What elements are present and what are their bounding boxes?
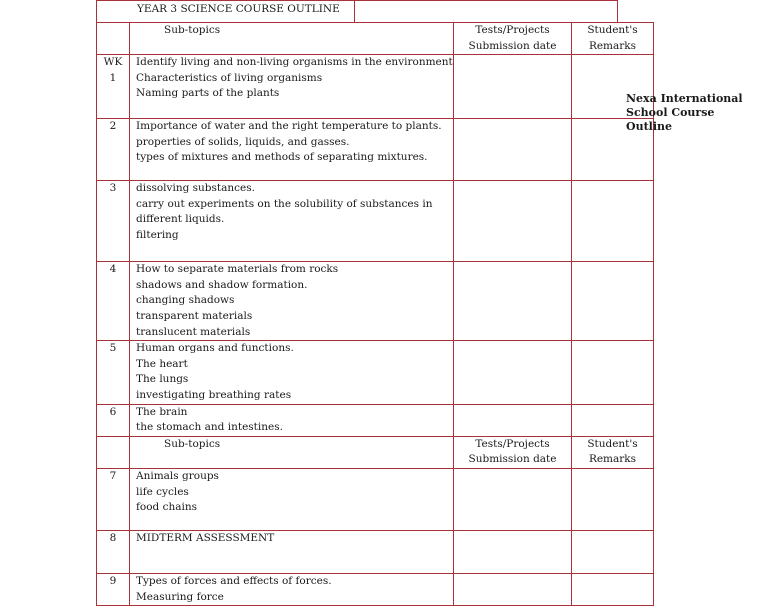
- table-header-row: [97, 23, 654, 55]
- title-side-cell: [354, 0, 618, 23]
- subtopic-line: transparent materials: [136, 309, 253, 322]
- week-number-cell: [97, 341, 130, 404]
- header-wk-cell: [97, 23, 130, 55]
- header-tests-cell: [454, 23, 572, 55]
- remarks-cell: [572, 468, 654, 530]
- header-tests-line1: Tests/Projects: [475, 24, 550, 36]
- week-number: 8: [109, 531, 117, 544]
- week-number: 6: [109, 405, 117, 418]
- subtopic-line: Measuring force: [136, 590, 224, 603]
- week-row: [97, 404, 654, 436]
- subtopic-line: shadows and shadow formation.: [136, 278, 308, 291]
- subtopic-line: carry out experiments on the solubility of substances in different liquids.: [136, 197, 433, 226]
- table-header-row: [97, 436, 654, 468]
- subtopic-line: Types of forces and effects of forces.: [136, 574, 332, 587]
- subtopics-cell: [130, 468, 454, 530]
- subtopic-line: How to separate materials from rocks: [136, 263, 339, 276]
- header-remarks-cell: [572, 436, 654, 468]
- subtopics-cell: [130, 262, 454, 341]
- header-tests-cell: [454, 436, 572, 468]
- week-row: [97, 181, 654, 262]
- week-number: 7: [109, 469, 117, 482]
- header-remarks-line1: Student's: [587, 24, 638, 36]
- week-number-cell: [97, 530, 130, 573]
- week-row: [97, 55, 654, 119]
- tests-cell: [454, 468, 572, 530]
- week-number-cell: [97, 119, 130, 181]
- subtopic-line: dissolving substances.: [136, 182, 255, 195]
- week-row: [97, 530, 654, 573]
- tests-cell: [454, 55, 572, 119]
- course-title: YEAR 3 SCIENCE COURSE OUTLINE: [137, 3, 340, 15]
- subtopic-line: filtering: [136, 228, 179, 241]
- subtopic-line: Characteristics of living organisms: [136, 71, 323, 84]
- subtopic-line: life cycles: [136, 485, 189, 498]
- subtopic-line: Naming parts of the plants: [136, 87, 280, 100]
- week-label: WK: [103, 56, 123, 69]
- remarks-cell: [572, 530, 654, 573]
- subtopics-cell: [130, 119, 454, 181]
- subtopic-line: translucent materials: [136, 325, 251, 338]
- subtopic-line: properties of solids, liquids, and gasses.: [136, 135, 350, 148]
- header-subtopics: Sub-topics: [164, 24, 221, 36]
- course-outline-table: [96, 22, 654, 606]
- tests-cell: [454, 119, 572, 181]
- tests-cell: [454, 404, 572, 436]
- header-remarks-line2: Remarks: [588, 453, 637, 466]
- subtopic-line: food chains: [136, 501, 198, 514]
- remarks-cell: [572, 262, 654, 341]
- tests-cell: [454, 530, 572, 573]
- header-subtopics: Sub-topics: [164, 437, 221, 450]
- week-number-cell: [97, 468, 130, 530]
- subtopics-cell: [130, 404, 454, 436]
- subtopic-line: MIDTERM ASSESSMENT: [136, 531, 275, 544]
- subtopic-line: The heart: [136, 357, 188, 370]
- week-number-cell: [97, 573, 130, 605]
- week-row: [97, 262, 654, 341]
- subtopic-line: The brain: [136, 405, 188, 418]
- week-number-cell: [97, 181, 130, 262]
- remarks-cell: [572, 573, 654, 605]
- subtopic-line: investigating breathing rates: [136, 388, 292, 401]
- subtopic-line: Importance of water and the right temperature to plants.: [136, 120, 442, 133]
- header-tests-line2: Submission date: [468, 453, 557, 466]
- remarks-cell: [572, 341, 654, 404]
- tests-cell: [454, 181, 572, 262]
- week-number: 9: [109, 574, 117, 587]
- week-number-cell: [97, 262, 130, 341]
- week-number: 1: [109, 71, 117, 84]
- week-row: [97, 573, 654, 605]
- subtopic-line: Identify living and non-living organisms in the environment: [136, 56, 453, 69]
- header-remarks-cell: [572, 23, 654, 55]
- subtopics-cell: [130, 341, 454, 404]
- subtopic-line: types of mixtures and methods of separating mixtures.: [136, 151, 428, 164]
- header-tests-line2: Submission date: [468, 39, 557, 52]
- tests-cell: [454, 341, 572, 404]
- subtopic-line: the stomach and intestines.: [136, 421, 283, 434]
- subtopics-cell: [130, 573, 454, 605]
- week-number: 4: [109, 263, 117, 276]
- tests-cell: [454, 573, 572, 605]
- week-number-cell: [97, 404, 130, 436]
- subtopic-line: Human organs and functions.: [136, 342, 294, 355]
- subtopic-line: changing shadows: [136, 294, 235, 307]
- course-title-cell: [96, 0, 355, 23]
- week-number: 5: [109, 342, 117, 355]
- remarks-cell: [572, 181, 654, 262]
- header-subtopics-cell: [130, 23, 454, 55]
- school-course-outline-title: Nexa International School Course Outline: [626, 92, 743, 133]
- subtopic-line: The lungs: [136, 373, 189, 386]
- subtopics-cell: [130, 55, 454, 119]
- week-row: [97, 468, 654, 530]
- subtopics-cell: [130, 181, 454, 262]
- week-number: 2: [109, 120, 117, 133]
- subtopic-line: Animals groups: [136, 469, 219, 482]
- header-tests-line1: Tests/Projects: [475, 437, 550, 450]
- week-row: [97, 341, 654, 404]
- header-wk-cell: [97, 436, 130, 468]
- remarks-cell: [572, 404, 654, 436]
- tests-cell: [454, 262, 572, 341]
- week-number-cell: [97, 55, 130, 119]
- week-number: 3: [109, 182, 117, 195]
- header-remarks-line2: Remarks: [588, 39, 637, 52]
- week-row: [97, 119, 654, 181]
- header-subtopics-cell: [130, 436, 454, 468]
- subtopics-cell: [130, 530, 454, 573]
- header-remarks-line1: Student's: [587, 437, 638, 450]
